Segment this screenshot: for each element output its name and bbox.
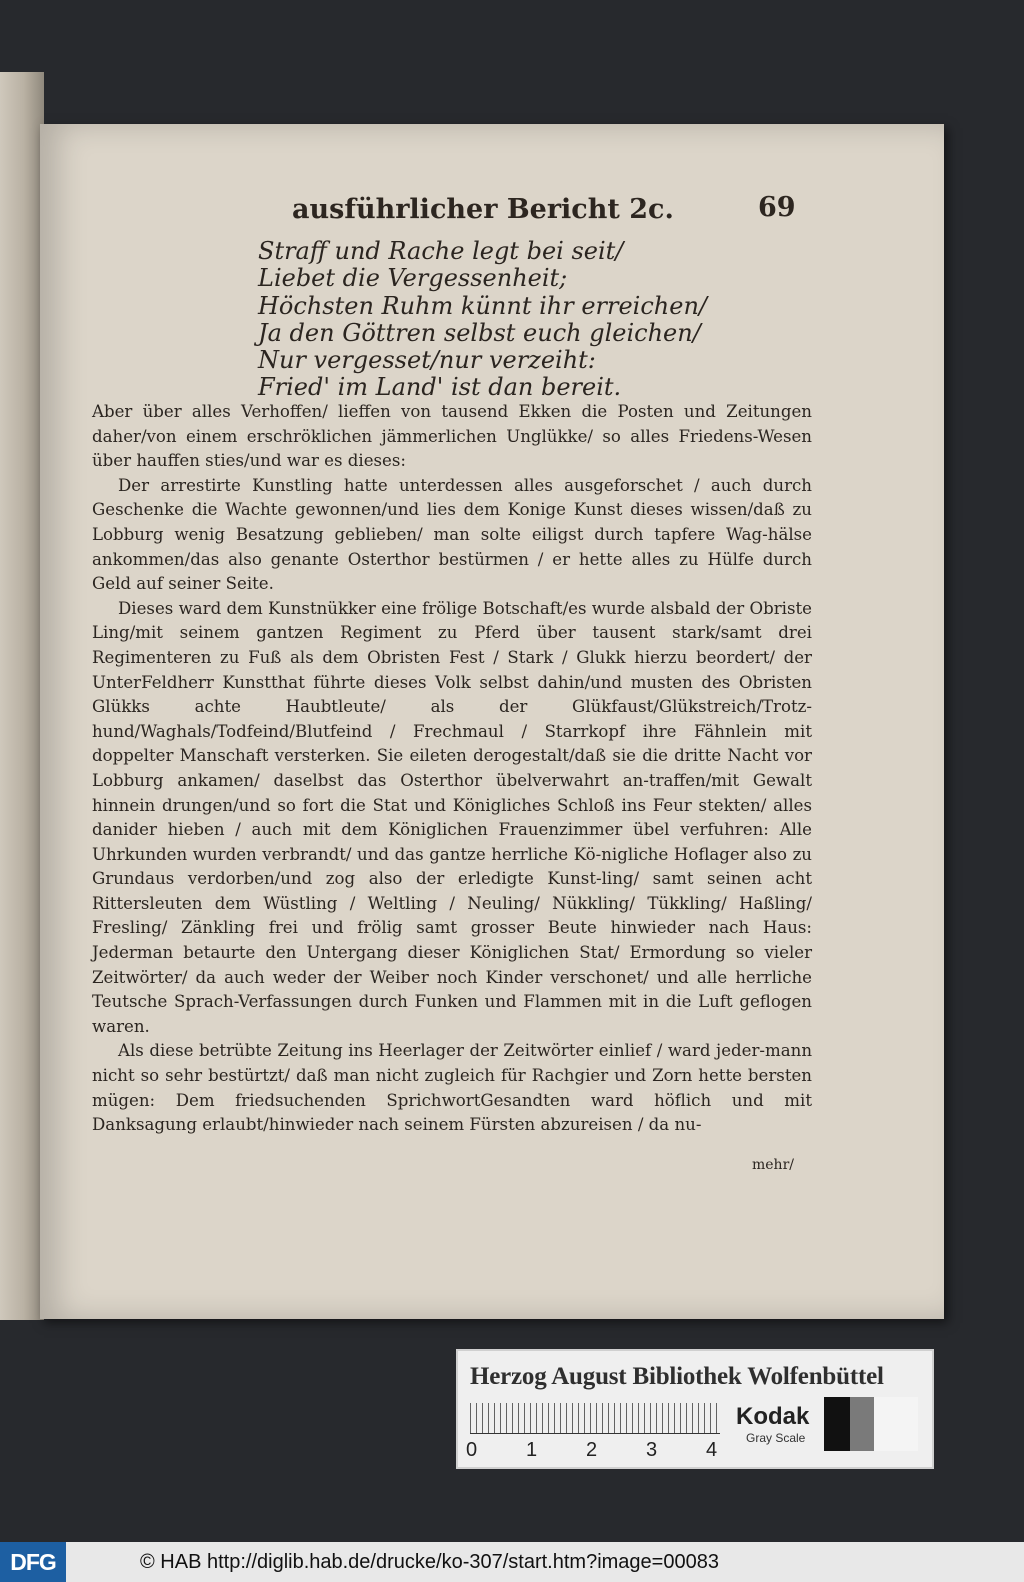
copyright-notice: © HAB http://diglib.hab.de/drucke/ko-307/start.htm?image=00083 bbox=[140, 1551, 719, 1573]
kodak-gray-scale-label: Gray Scale bbox=[746, 1431, 806, 1445]
ruler-label: 2 bbox=[586, 1439, 598, 1461]
gray-swatch-mid bbox=[850, 1397, 874, 1451]
dfg-logo: DFG bbox=[0, 1542, 66, 1582]
poem-line: Nur vergesset/nur verzeiht: bbox=[258, 346, 596, 375]
paragraph: Aber über alles Verhoffen/ lieffen von tausend Ekken die Posten und Zeitungen daher/von einem erschröklichen jämmerlichen Unglükke/ so alles Friedens-Wesen über hauffen sties/und war es dieses: bbox=[92, 402, 812, 471]
paragraph: Dieses ward dem Kunstnükker eine frölige Botschaft/es wurde alsbald der Obriste Ling/mit seinem gantzen Regiment zu Pferd über tausent stark/samt drei Regimenteren zu Fuß als dem Obristen Fest / Stark / Glukk hierzu beordert/ der UnterFeldherr Kunstthat führte dieses Volk selbst dahin/und musten des Obristen Glükks achte Haubtleute/ als der Glükfaust/Glükstreich/Trotz-hund/Waghals/Todfeind/Blutfeind / Frechmaul / Starrkopf ihre Fähnlein mit doppelter Manschaft versterken. Sie eileten derogestalt/daß sie die dritte Nacht vor Lobburg ankamen/ daselbst das Osterthor übelverwahrt an-traffen/mit Gewalt hinnein drungen/und so fort die Stat und Königliches Schloß ins Feur stekten/ alles danider hieben / auch mit dem Königlichen Frauenzimmer übel verfuhren: Alle Uhrkunden wurden verbrandt/ und das gantze herrliche Kö-nigliche Hoflager also zu Grundaus verdorben/und zog also der erledigte Kunst-ling/ samt seinen acht Rittersleuten dem Wüstling / Weltling / Neuling/ Nükkling/ Tükkling/ Haßling/ Fresling/ Zänkling frei und frölig samt grosser Beute hinwieder nach Haus: Jederman betaurte den Untergang dieser Königlichen Stat/ Ermordung so vieler Zeitwörter/ da auch weder der Weiber noch Kinder verschonet/ und alle herrliche Teutsche Sprach-Verfassungen durch Funken und Flammen mit in die Luft geflogen waren. bbox=[92, 598, 812, 1036]
ruler-label: 4 bbox=[706, 1439, 718, 1461]
gray-swatch-white bbox=[874, 1397, 918, 1451]
poem-line: Straff und Rache legt bei seit/ bbox=[258, 237, 624, 265]
library-name: Herzog August Bibliothek Wolfenbüttel bbox=[470, 1363, 884, 1390]
poem-line: Ja den Göttren selbst euch gleichen/ bbox=[258, 318, 701, 347]
paragraph: Der arrestirte Kunstling hatte unterdessen alles ausgeforschet / auch durch Geschenke die Wachte gewonnen/und lies dem Konige Kunst dieses wissen/daß zu Lobburg wenig Besatzung geblieben/ man solte eiligst durch tapfere Wag-hälse ankommen/das also genante Osterthor bestürmen / er hette alles zu Hülfe durch Geld auf seiner Seite. bbox=[92, 475, 812, 594]
paragraph: Als diese betrübte Zeitung ins Heerlager der Zeitwörter einlief / ward jeder-mann nicht so sehr bestürtzt/ daß man nicht zugleich für Rachgier und Zorn hette bersten mügen: Dem friedsuchenden SprichwortGesandten ward höflich und mit Danksagung erlaubt/hinwieder nach seinem Fürsten abzureisen / da nu- bbox=[92, 1041, 812, 1135]
poem-line: Höchsten Ruhm künnt ihr erreichen/ bbox=[258, 291, 707, 320]
poem bbox=[258, 238, 878, 402]
color-reference-plate bbox=[456, 1349, 934, 1469]
catchword: mehr/ bbox=[752, 1157, 794, 1173]
ruler-label: 3 bbox=[646, 1439, 658, 1461]
poem-line: Fried' im Land' ist dan bereit. bbox=[258, 373, 622, 402]
book-cover-edge bbox=[0, 72, 44, 1320]
poem-line: Liebet die Vergessenheit; bbox=[258, 264, 568, 293]
ruler-baseline bbox=[470, 1433, 720, 1434]
gray-swatch-black bbox=[824, 1397, 850, 1451]
page-number: 69 bbox=[758, 192, 796, 223]
body-text bbox=[92, 400, 812, 1138]
running-title: ausführlicher Bericht 2c. bbox=[292, 194, 674, 225]
book-page bbox=[40, 124, 944, 1319]
footer-bar bbox=[0, 1542, 1024, 1582]
ruler-ticks bbox=[470, 1403, 720, 1433]
kodak-brand: Kodak bbox=[736, 1403, 810, 1430]
ruler-icon bbox=[470, 1403, 720, 1439]
page-header bbox=[40, 194, 944, 234]
ruler-label: 1 bbox=[526, 1439, 538, 1461]
ruler-label: 0 bbox=[466, 1439, 478, 1461]
